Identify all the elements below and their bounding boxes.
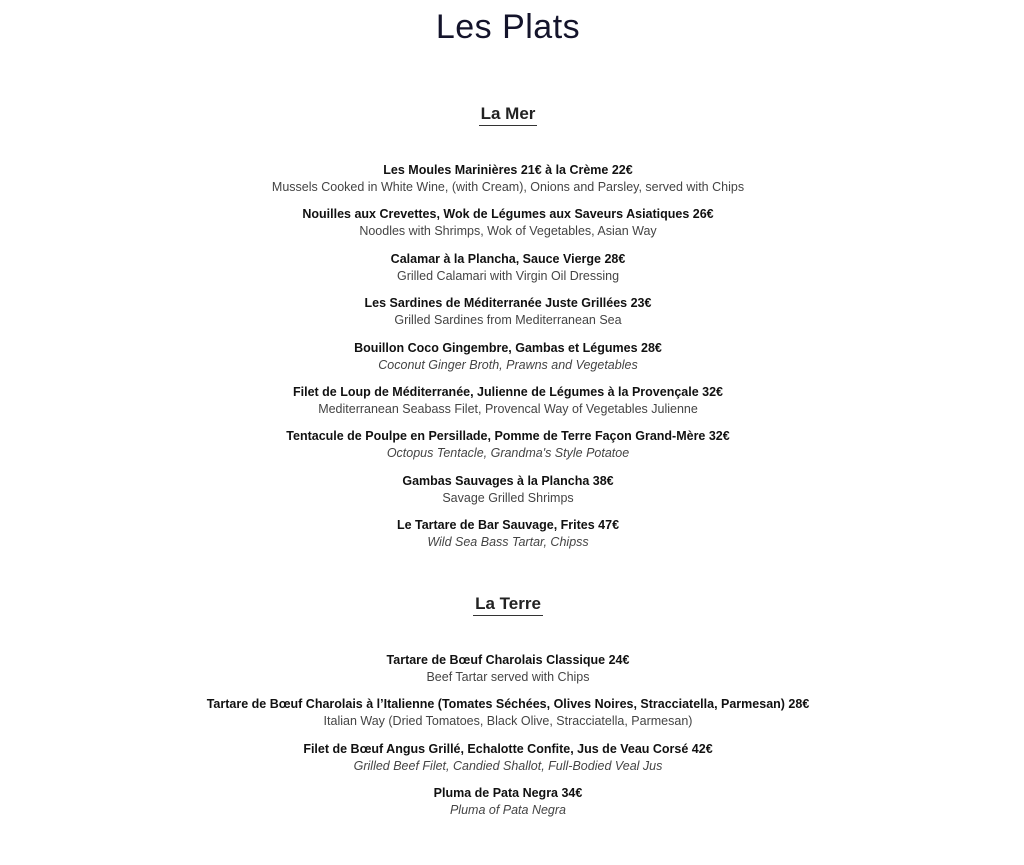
menu-list — [0, 652, 1016, 830]
menu-item — [0, 162, 1016, 206]
dish-description: Grilled Sardines from Mediterranean Sea — [394, 313, 622, 328]
dish-name: Le Tartare de Bar Sauvage, Frites 47€ — [396, 518, 620, 533]
dish-name: Les Moules Marinières 21€ à la Crème 22€ — [383, 163, 633, 177]
dish-description: Octopus Tentacle, Grandma's Style Potatoe — [386, 446, 630, 461]
dish-name: Filet de Bœuf Angus Grillé, Echalotte Confite, Jus de Veau Corsé 42€ — [303, 741, 713, 756]
dish-description: Coconut Ginger Broth, Prawns and Vegetables — [378, 357, 638, 372]
dish-name: Nouilles aux Crevettes, Wok de Légumes aux Saveurs Asiatiques 26€ — [302, 207, 714, 222]
dish-description: Italian Way (Dried Tomatoes, Black Olive, Stracciatella, Parmesan) — [323, 714, 693, 729]
dish-description: Wild Sea Bass Tartar, Chipss — [427, 535, 589, 550]
dish-name: Gambas Sauvages à la Plancha 38€ — [402, 473, 614, 488]
section-heading: La Mer — [479, 104, 538, 126]
menu-item — [0, 384, 1016, 428]
dish-description: Noodles with Shrimps, Wok of Vegetables, Asian Way — [359, 224, 657, 239]
dish-description: Beef Tartar served with Chips — [426, 670, 590, 684]
menu-item — [0, 251, 1016, 295]
menu-item — [0, 696, 1016, 740]
menu-item — [0, 340, 1016, 384]
dish-description: Mediterranean Seabass Filet, Provencal Way of Vegetables Julienne — [318, 401, 698, 416]
dish-name: Tentacule de Poulpe en Persillade, Pomme de Terre Façon Grand-Mère 32€ — [286, 429, 730, 444]
dish-name: Tartare de Bœuf Charolais Classique 24€ — [386, 653, 630, 667]
menu-list — [0, 162, 1016, 562]
section-la-mer — [0, 104, 1016, 562]
menu-item — [0, 295, 1016, 339]
dish-description: Pluma of Pata Negra — [449, 803, 567, 818]
menu-item — [0, 785, 1016, 829]
menu-item — [0, 428, 1016, 472]
dish-name: Les Sardines de Méditerranée Juste Grillées 23€ — [364, 296, 652, 311]
menu-item — [0, 206, 1016, 250]
dish-name: Pluma de Pata Negra 34€ — [433, 786, 583, 801]
menu-item — [0, 652, 1016, 696]
menu-item — [0, 517, 1016, 561]
dish-name: Bouillon Coco Gingembre, Gambas et Légumes 28€ — [354, 340, 662, 355]
dish-name: Filet de Loup de Méditerranée, Julienne de Légumes à la Provençale 32€ — [292, 384, 723, 399]
section-heading: La Terre — [473, 594, 543, 616]
dish-description: Savage Grilled Shrimps — [442, 490, 574, 505]
dish-name: Calamar à la Plancha, Sauce Vierge 28€ — [390, 251, 626, 266]
dish-name: Tartare de Bœuf Charolais à l’Italienne (Tomates Séchées, Olives Noires, Stracciatella, Parmesan) 28€ — [206, 697, 810, 712]
dish-description: Grilled Beef Filet, Candied Shallot, Full-Bodied Veal Jus — [353, 758, 663, 773]
menu-item — [0, 473, 1016, 517]
page-title: Les Plats — [435, 8, 581, 46]
menu-item — [0, 741, 1016, 785]
dish-description: Grilled Calamari with Virgin Oil Dressing — [396, 268, 620, 283]
section-la-terre — [0, 594, 1016, 830]
dish-description: Mussels Cooked in White Wine, (with Cream), Onions and Parsley, served with Chips — [271, 180, 745, 194]
